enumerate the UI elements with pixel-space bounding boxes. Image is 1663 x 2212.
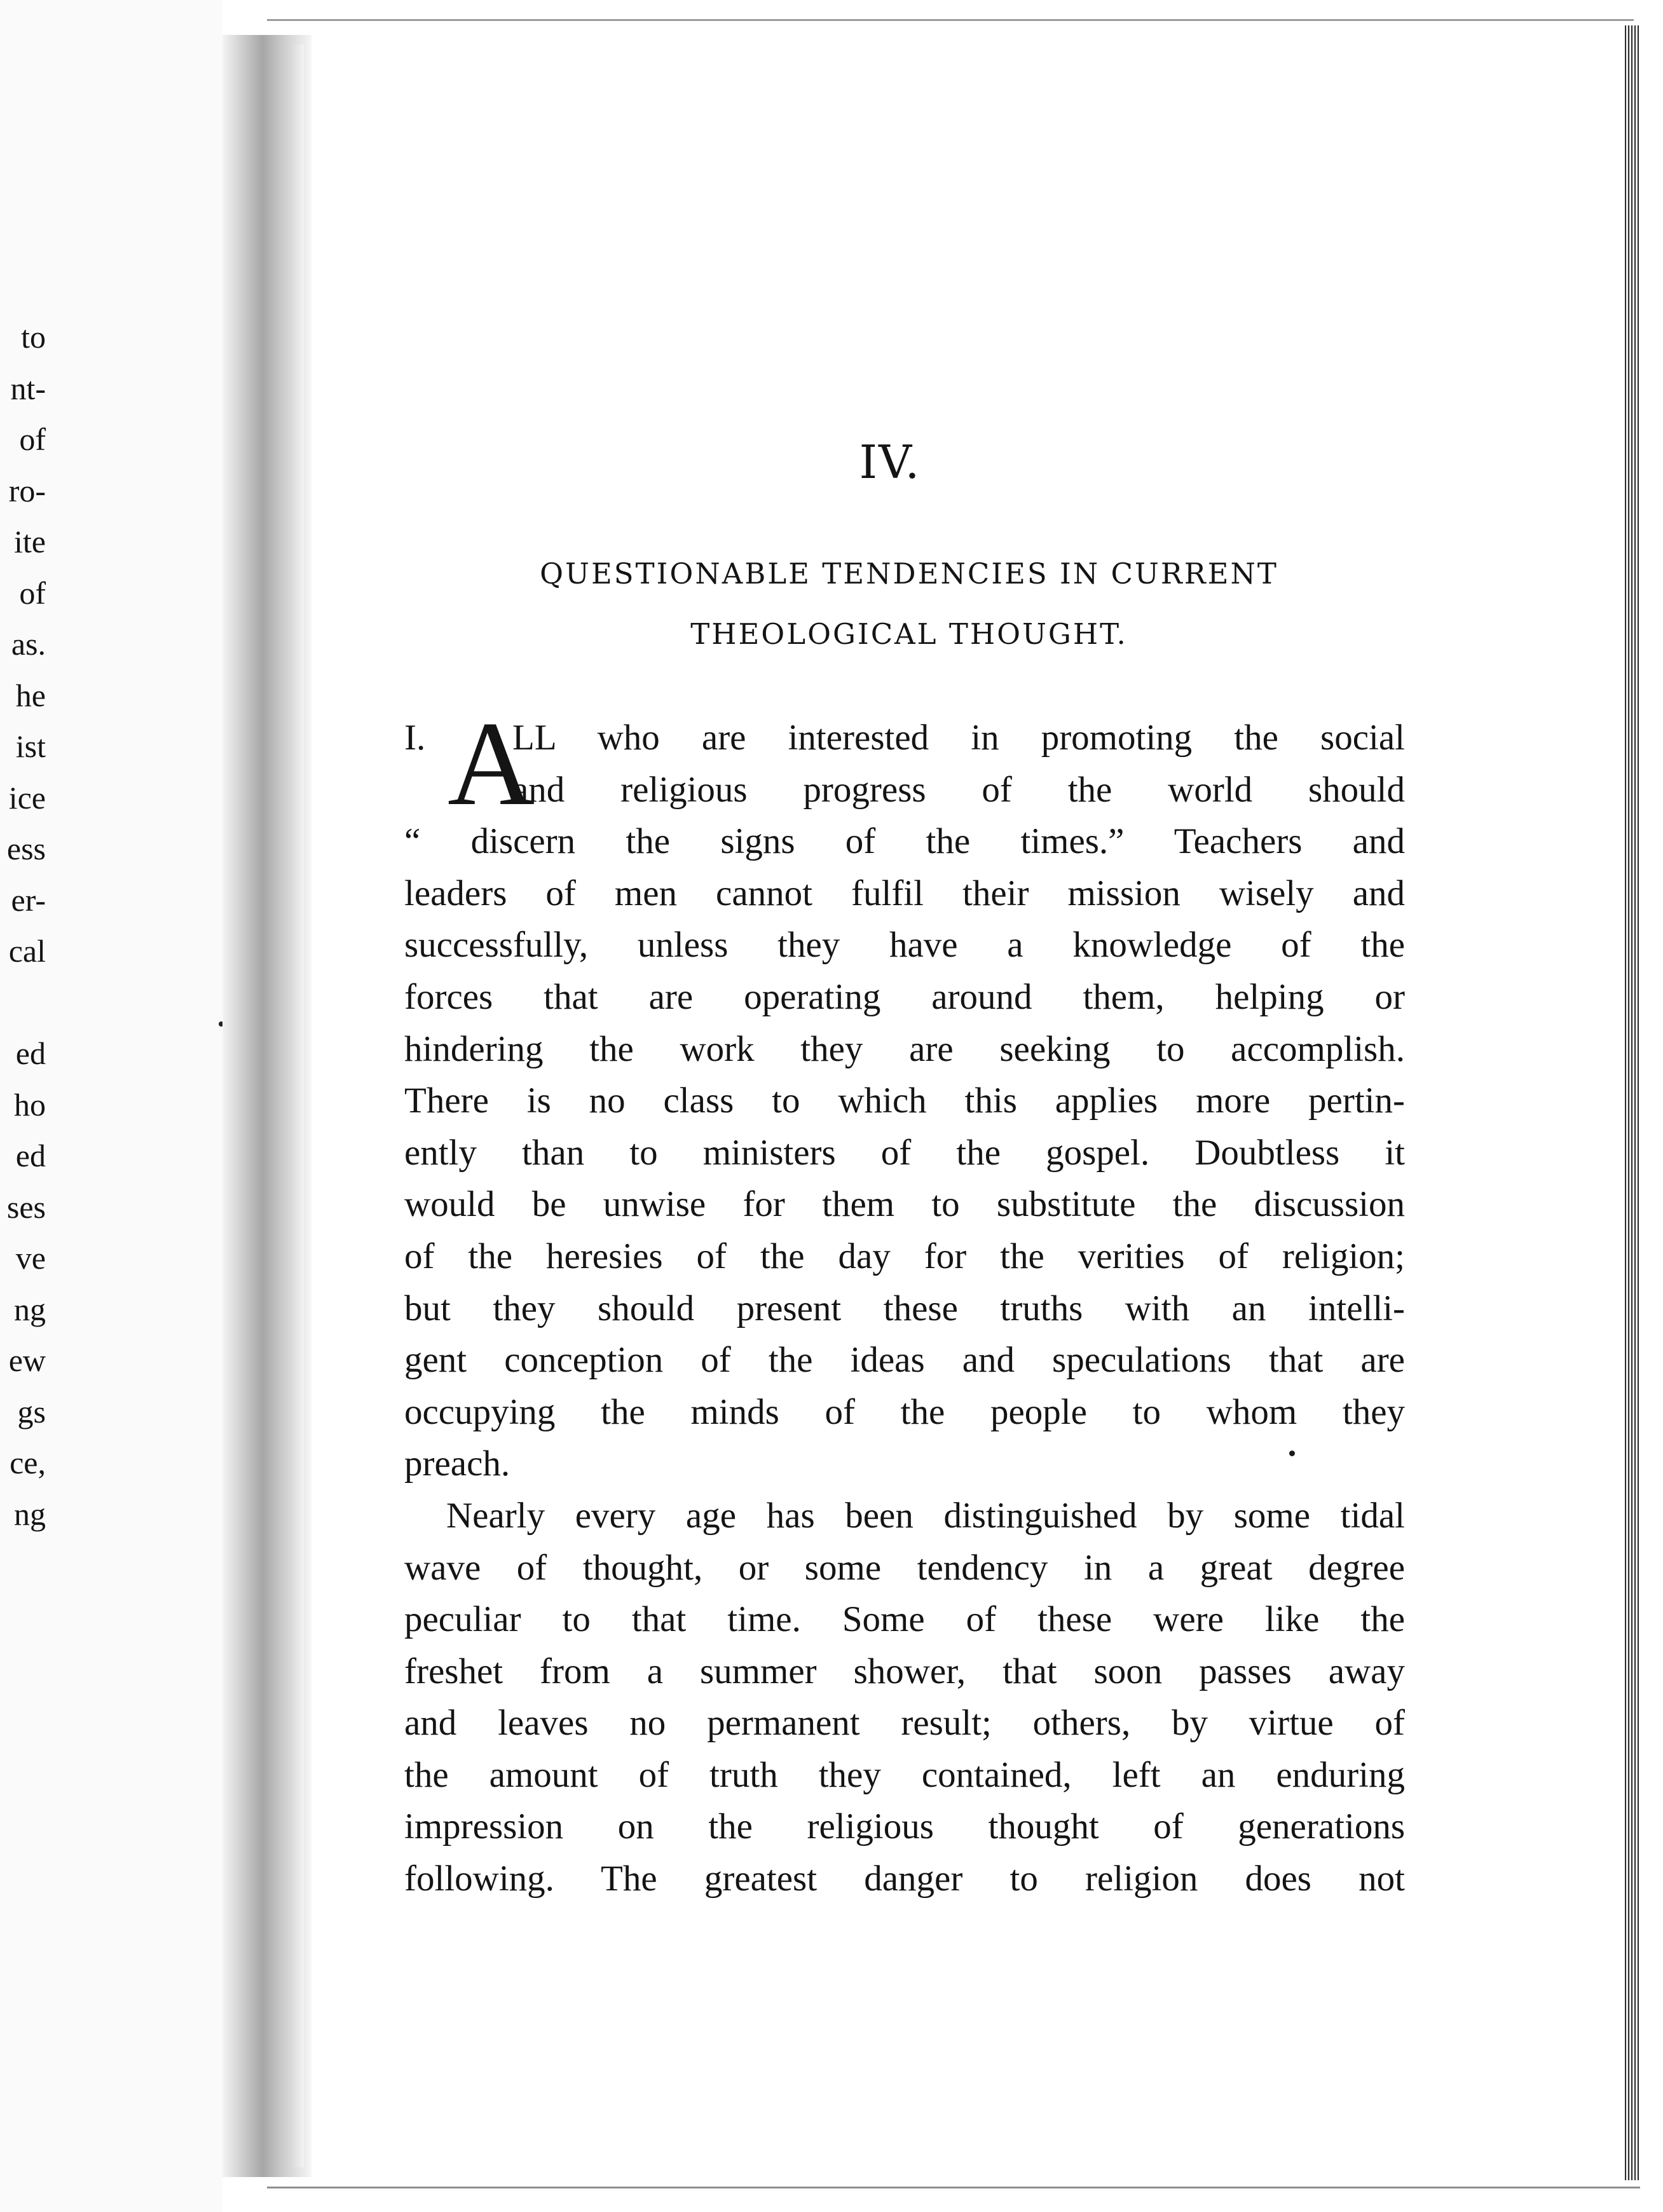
page-top-edge (267, 19, 1634, 21)
page-bottom-edge (267, 2187, 1640, 2188)
text-line: of the heresies of the day for the verities of religion; (404, 1236, 1405, 1276)
text-line: the amount of truth they contained, left an enduring (404, 1754, 1405, 1795)
left-line-end: ce, (10, 1445, 46, 1480)
left-line-gap (0, 977, 46, 1028)
left-line-end: of (19, 575, 46, 611)
text-line: successfully, unless they have a knowledge of the (404, 925, 1405, 966)
text-line: would be unwise for them to substitute the discussion (404, 1184, 1405, 1225)
left-page-fragment (0, 0, 222, 2212)
left-line-end: to (21, 319, 46, 355)
left-page-line-ends (0, 311, 46, 1540)
text-line: “ discern the signs of the times.” Teachers and (404, 821, 1405, 862)
text-line: leaders of men cannot fulfil their mission wisely and (404, 873, 1405, 913)
left-line-end: ho (14, 1086, 46, 1123)
text-line: following. The greatest danger to religion does not (404, 1859, 1405, 1899)
left-line-end: ve (15, 1240, 46, 1276)
left-line-end: ess (6, 831, 46, 866)
left-line-end: ed (15, 1035, 46, 1071)
left-line-end: he (15, 677, 46, 713)
body-text (404, 697, 1405, 1905)
text-line: but they should present these truths with an intelli- (404, 1288, 1405, 1328)
left-line-end: ew (8, 1342, 46, 1378)
text-line: Nearly every age has been distinguished by some tidal (446, 1495, 1405, 1536)
text-line: and leaves no permanent result; others, by virtue of (404, 1703, 1405, 1744)
left-line-end: ng (14, 1291, 46, 1327)
text-line: hindering the work they are seeking to accomplish. (404, 1028, 1405, 1069)
text-line: wave of thought, or some tendency in a great degree (404, 1547, 1405, 1588)
section-number: I. (404, 718, 426, 758)
left-line-end: of (19, 421, 46, 457)
chapter-number: IV. (859, 435, 921, 489)
text-line: LL who are interested in promoting the social (512, 718, 1405, 758)
left-line-end: ses (6, 1189, 46, 1225)
text-line: forces that are operating around them, helping or (404, 976, 1405, 1017)
left-line-end: ice (8, 779, 46, 816)
left-line-end: ed (15, 1138, 46, 1173)
gutter-highlight (292, 44, 304, 2168)
left-line-end: ng (14, 1496, 46, 1532)
paragraph-1 (404, 697, 1405, 1490)
text-line: peculiar to that time. Some of these were like the (404, 1599, 1405, 1640)
left-line-end: ite (14, 524, 46, 559)
left-line-end: ist (15, 728, 46, 764)
text-line: There is no class to which this applies more pertin- (404, 1081, 1405, 1121)
left-line-end: er- (11, 882, 46, 918)
chapter-title-line: THEOLOGICAL THOUGHT. (690, 617, 1128, 651)
text-line: freshet from a summer shower, that soon passes away (404, 1651, 1405, 1691)
text-line: preach. (404, 1444, 510, 1484)
drop-cap: A (448, 697, 535, 831)
chapter-title (445, 543, 1373, 664)
scan-speck (1289, 1451, 1295, 1456)
text-line: ently than to ministers of the gospel. Doubtless it (404, 1132, 1405, 1173)
chapter-title-line: QUESTIONABLE TENDENCIES IN CURRENT (540, 557, 1278, 591)
page-right-edge (1625, 25, 1639, 2180)
left-line-end: ro- (8, 472, 46, 509)
left-line-end: gs (17, 1393, 46, 1430)
text-line: gent conception of the ideas and speculations that are (404, 1340, 1405, 1381)
left-line-end: cal (8, 933, 46, 969)
text-line: occupying the minds of the people to whom they (404, 1391, 1405, 1432)
text-line: and religious progress of the world should (512, 769, 1405, 810)
left-line-end: nt- (10, 370, 46, 406)
paragraph-2 (404, 1490, 1405, 1905)
left-line-end: as. (11, 626, 46, 662)
text-line: impression on the religious thought of generations (404, 1806, 1405, 1847)
